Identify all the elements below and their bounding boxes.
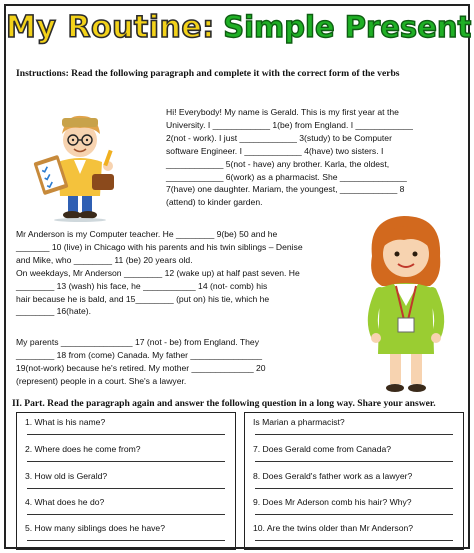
paragraph-line: Hi! Everybody! My name is Gerald. This is my first year at the xyxy=(166,107,399,117)
question-item: 1. What is his name? xyxy=(25,417,106,427)
paragraph-line: 7(have) one daughter. Mariam, the youngest, ____________ 8 xyxy=(166,184,405,195)
paragraph-line: ____________ 5(not - have) any brother. Karla, the oldest, xyxy=(166,158,390,169)
question-item: 9. Does Mr Aderson comb his hair? Why? xyxy=(253,497,412,507)
title-simple-present: Simple Present xyxy=(223,10,472,44)
paragraph-line: software Engineer. I ____________ 4(have) two sisters. I xyxy=(166,145,384,156)
paragraph-line: University. I ____________ 1(be) from England. I ____________ xyxy=(166,119,413,130)
questions-box-left xyxy=(16,412,236,550)
paragraph-line: _______ 10 (live) in Chicago with his parents and his twin siblings – Denise xyxy=(16,241,303,252)
paragraph-mr-anderson xyxy=(16,228,334,318)
paragraph-line: ________ 18 from (come) Canada. My father _______________ xyxy=(16,349,263,360)
questions-box-right xyxy=(244,412,464,550)
question-item: 3. How old is Gerald? xyxy=(25,471,108,481)
question-item: 4. What does he do? xyxy=(25,497,105,507)
question-item: Is Marian a pharmacist? xyxy=(253,417,345,427)
paragraph-line: Mr Anderson is my Computer teacher. He ________ 9(be) 50 and he xyxy=(16,229,278,239)
teacher-with-lanyard-illustration xyxy=(346,208,466,396)
question-item: 10. Are the twins older than Mr Anderson? xyxy=(253,523,414,533)
answer-line[interactable] xyxy=(255,488,453,489)
question-item: 5. How many siblings does he have? xyxy=(25,523,165,533)
answer-line[interactable] xyxy=(27,540,225,541)
paragraph-gerald xyxy=(166,106,464,209)
answer-line[interactable] xyxy=(27,488,225,489)
part-two-heading: II. Part. Read the paragraph again and answer the following question in a long way. Share your answer. xyxy=(12,398,436,409)
answer-line[interactable] xyxy=(255,461,453,462)
paragraph-line: ________ 16(hate). xyxy=(16,306,92,317)
paragraph-line: On weekdays, Mr Anderson ________ 12 (wake up) at half past seven. He xyxy=(16,267,300,278)
title-my-routine: My Routine: xyxy=(6,10,215,45)
paragraph-parents xyxy=(16,336,334,388)
paragraph-line: 2(not - work). I just ____________ 3(study) to be Computer xyxy=(166,132,392,143)
paragraph-line: and Mike, who ________ 11 (be) 20 years old. xyxy=(16,254,193,265)
answer-line[interactable] xyxy=(255,540,453,541)
question-item: 2. Where does he come from? xyxy=(25,444,141,454)
paragraph-line: hair because he is bald, and 15________ (put on) his tie, which he xyxy=(16,293,270,304)
answer-line[interactable] xyxy=(255,514,453,515)
paragraph-line: 19(not-work) because he's retired. My mother _____________ 20 xyxy=(16,362,266,373)
answer-line[interactable] xyxy=(27,434,225,435)
answer-line[interactable] xyxy=(255,434,453,435)
paragraph-line: ________ 13 (wash) his face, he ___________ 14 (not- comb) his xyxy=(16,280,268,291)
answer-line[interactable] xyxy=(27,514,225,515)
worksheet-page xyxy=(4,4,470,549)
answer-line[interactable] xyxy=(27,461,225,462)
question-item: 8. Does Gerald's father work as a lawyer? xyxy=(253,471,413,481)
instructions: Instructions: Read the following paragraph and complete it with the correct form of the verbs xyxy=(16,68,400,79)
paragraph-line: ____________ 6(work) as a pharmacist. She ______________ xyxy=(166,171,407,182)
worksheet-title xyxy=(6,10,472,62)
paragraph-line: (represent) people in a court. She's a lawyer. xyxy=(16,375,187,386)
paragraph-line: (attend) to kinder garden. xyxy=(166,197,263,208)
boy-with-checklist-illustration xyxy=(16,104,146,222)
paragraph-line: My parents _______________ 17 (not - be) from England. They xyxy=(16,337,260,347)
question-item: 7. Does Gerald come from Canada? xyxy=(253,444,392,454)
